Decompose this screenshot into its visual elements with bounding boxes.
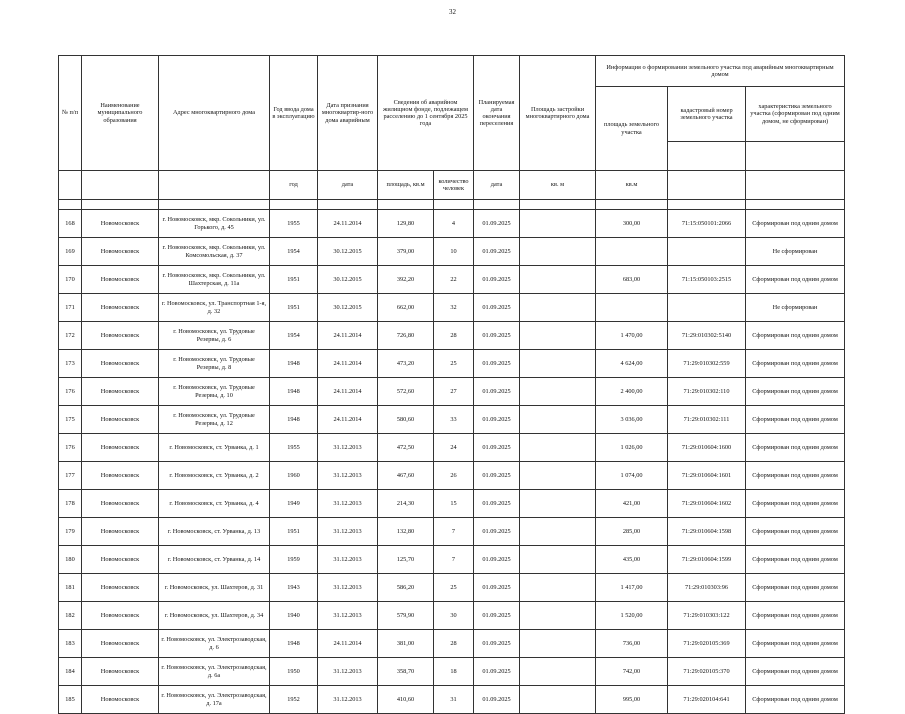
cell-num: 182 (59, 602, 82, 630)
cell-address: г. Новомосковск, ул. Трудовые Резервы, д. 8 (159, 350, 270, 378)
cell-land-char: Сформирован под одним домом (746, 686, 845, 714)
cell-area: 410,60 (378, 686, 434, 714)
cell-area: 580,60 (378, 406, 434, 434)
cell-land-char: Сформирован под одним домом (746, 546, 845, 574)
cell-year: 1951 (270, 518, 318, 546)
unit-municipality (82, 171, 159, 200)
cell-planned-date: 01.09.2025 (474, 238, 520, 266)
cell-num: 172 (59, 322, 82, 350)
cell-municipality: Новомосковск (82, 266, 159, 294)
cell-cadastral: 71:29:010303:122 (668, 602, 746, 630)
cell-land-char: Сформирован под одним домом (746, 322, 845, 350)
cell-cadastral: 71:29:010604:1599 (668, 546, 746, 574)
cell-num: 185 (59, 686, 82, 714)
cell-year: 1940 (270, 602, 318, 630)
cell-municipality: Новомосковск (82, 686, 159, 714)
cell-building-area (520, 602, 596, 630)
cell-num: 171 (59, 294, 82, 322)
cell-date: 24.11.2014 (318, 378, 378, 406)
cell-building-area (520, 406, 596, 434)
cell-num: 170 (59, 266, 82, 294)
cell-land-area: 2 400,00 (596, 378, 668, 406)
unit-year: год (270, 171, 318, 200)
cell-year: 1948 (270, 630, 318, 658)
cell-land-area: 285,00 (596, 518, 668, 546)
cell-land-area: 683,00 (596, 266, 668, 294)
cell-area: 132,80 (378, 518, 434, 546)
cell-planned-date: 01.09.2025 (474, 518, 520, 546)
cell-people: 27 (434, 378, 474, 406)
cell-num: 178 (59, 490, 82, 518)
cell-address: г. Новомосковск, ст. Урванка, д. 13 (159, 518, 270, 546)
cell-land-area: 1 520,00 (596, 602, 668, 630)
cell-area: 662,00 (378, 294, 434, 322)
table-row (59, 406, 845, 434)
cell-area: 129,80 (378, 210, 434, 238)
cell-year: 1954 (270, 322, 318, 350)
header-year-built: Год ввода дома в эксплуатацию (270, 56, 318, 171)
cell-num: 175 (59, 406, 82, 434)
cell-people: 26 (434, 462, 474, 490)
cell-cadastral: 71:29:010604:1601 (668, 462, 746, 490)
cell-building-area (520, 378, 596, 406)
cell-date: 31.12.2013 (318, 462, 378, 490)
cell-land-char: Не сформирован (746, 294, 845, 322)
cell-num: 168 (59, 210, 82, 238)
cell-municipality: Новомосковск (82, 630, 159, 658)
cell-year: 1954 (270, 238, 318, 266)
cell-cadastral: 71:29:010302:5140 (668, 322, 746, 350)
cell-year: 1960 (270, 462, 318, 490)
cell-address: г. Новомосковск, мкр. Сокольники, ул. Шахтерская, д. 11а (159, 266, 270, 294)
cell-cadastral: 71:15:050101:2066 (668, 210, 746, 238)
cell-area: 381,00 (378, 630, 434, 658)
table-row (59, 658, 845, 686)
cell-address: г. Новомосковск, ул. Электрозаводская, д. 17а (159, 686, 270, 714)
cell-planned-date: 01.09.2025 (474, 406, 520, 434)
cell-planned-date: 01.09.2025 (474, 546, 520, 574)
cell-people: 18 (434, 658, 474, 686)
cell-building-area (520, 462, 596, 490)
cell-land-char: Сформирован под одним домом (746, 602, 845, 630)
cell-year: 1955 (270, 434, 318, 462)
unit-cadastral (668, 171, 746, 200)
cell-building-area (520, 350, 596, 378)
header-cadastral: кадастровый номер земельного участка (668, 87, 746, 142)
cell-land-area: 300,00 (596, 210, 668, 238)
cell-land-char: Сформирован под одним домом (746, 630, 845, 658)
cell-year: 1951 (270, 266, 318, 294)
table-row (59, 434, 845, 462)
cell-land-char: Сформирован под одним домом (746, 490, 845, 518)
cell-municipality: Новомосковск (82, 294, 159, 322)
table-row (59, 294, 845, 322)
cell-date: 31.12.2013 (318, 546, 378, 574)
cell-planned-date: 01.09.2025 (474, 462, 520, 490)
table-row (59, 686, 845, 714)
cell-cadastral: 71:15:050103:2515 (668, 266, 746, 294)
cell-land-char: Сформирован под одним домом (746, 378, 845, 406)
header-land-info: Информация о формировании земельного участка под аварийным многоквартирным домом (596, 56, 845, 87)
cell-area: 358,70 (378, 658, 434, 686)
cell-date: 31.12.2013 (318, 686, 378, 714)
header-building-area: Площадь застройки многоквартирного дома (520, 56, 596, 171)
cell-address: г. Новомосковск, ул. Трудовые Резервы, д. 10 (159, 378, 270, 406)
cell-address: г. Новомосковск, ст. Урванка, д. 2 (159, 462, 270, 490)
cell-date: 30.12.2015 (318, 294, 378, 322)
cell-municipality: Новомосковск (82, 658, 159, 686)
cell-year: 1959 (270, 546, 318, 574)
cell-date: 31.12.2013 (318, 490, 378, 518)
cell-date: 24.11.2014 (318, 350, 378, 378)
cell-municipality: Новомосковск (82, 462, 159, 490)
header-land-area: площадь земельного участка (596, 87, 668, 171)
cell-land-area: 1 470,00 (596, 322, 668, 350)
cell-municipality: Новомосковск (82, 574, 159, 602)
cell-municipality: Новомосковск (82, 350, 159, 378)
cell-num: 176 (59, 378, 82, 406)
cell-people: 33 (434, 406, 474, 434)
cell-planned-date: 01.09.2025 (474, 490, 520, 518)
cell-year: 1949 (270, 490, 318, 518)
cell-cadastral: 71:29:010302:111 (668, 406, 746, 434)
cell-building-area (520, 658, 596, 686)
cell-date: 30.12.2015 (318, 266, 378, 294)
cell-area: 392,20 (378, 266, 434, 294)
cell-land-area (596, 238, 668, 266)
cell-land-char: Сформирован под одним домом (746, 434, 845, 462)
cell-land-area: 1 074,00 (596, 462, 668, 490)
table-row (59, 238, 845, 266)
cell-address: г. Новомосковск, ст. Урванка, д. 1 (159, 434, 270, 462)
cell-num: 180 (59, 546, 82, 574)
cell-people: 28 (434, 322, 474, 350)
table-row (59, 350, 845, 378)
cell-address: г. Новомосковск, ул. Электрозаводская, д. 6а (159, 658, 270, 686)
cell-area: 473,20 (378, 350, 434, 378)
cell-municipality: Новомосковск (82, 378, 159, 406)
unit-planned-date: дата (474, 171, 520, 200)
cell-municipality: Новомосковск (82, 518, 159, 546)
cell-people: 7 (434, 518, 474, 546)
cell-planned-date: 01.09.2025 (474, 294, 520, 322)
cell-date: 31.12.2013 (318, 574, 378, 602)
cell-year: 1948 (270, 378, 318, 406)
cell-area: 214,30 (378, 490, 434, 518)
cell-people: 28 (434, 630, 474, 658)
cell-municipality: Новомосковск (82, 238, 159, 266)
table-row (59, 518, 845, 546)
cell-land-area: 4 624,00 (596, 350, 668, 378)
unit-area: площадь, кв.м (378, 171, 434, 200)
cell-address: г. Новомосковск, мкр. Сокольники, ул. Комсомольская, д. 37 (159, 238, 270, 266)
table-row (59, 630, 845, 658)
cell-land-area (596, 294, 668, 322)
cell-area: 579,90 (378, 602, 434, 630)
unit-land-area: кв.м (596, 171, 668, 200)
cell-land-area: 742,00 (596, 658, 668, 686)
cell-planned-date: 01.09.2025 (474, 378, 520, 406)
cell-cadastral (668, 294, 746, 322)
cell-year: 1948 (270, 350, 318, 378)
cell-people: 4 (434, 210, 474, 238)
cell-land-char: Сформирован под одним домом (746, 658, 845, 686)
header-num: № п/п (59, 56, 82, 171)
table-row (59, 602, 845, 630)
cell-planned-date: 01.09.2025 (474, 658, 520, 686)
cell-date: 31.12.2013 (318, 518, 378, 546)
cell-municipality: Новомосковск (82, 322, 159, 350)
cell-building-area (520, 546, 596, 574)
cell-area: 472,50 (378, 434, 434, 462)
table-row (59, 490, 845, 518)
cell-planned-date: 01.09.2025 (474, 350, 520, 378)
cell-year: 1955 (270, 210, 318, 238)
cell-cadastral: 71:29:020105:370 (668, 658, 746, 686)
cell-land-char: Сформирован под одним домом (746, 574, 845, 602)
cell-area: 125,70 (378, 546, 434, 574)
header-land-char: характеристика земельного участка (сформирован под одним домом, не сформирован) (746, 87, 845, 142)
cell-area: 467,60 (378, 462, 434, 490)
cell-people: 24 (434, 434, 474, 462)
cell-people: 30 (434, 602, 474, 630)
cell-cadastral: 71:29:010303:96 (668, 574, 746, 602)
cell-address: г. Новомосковск, ст. Урванка, д. 14 (159, 546, 270, 574)
cell-planned-date: 01.09.2025 (474, 266, 520, 294)
cell-address: г. Новомосковск, ул. Трудовые Резервы, д. 6 (159, 322, 270, 350)
cell-building-area (520, 210, 596, 238)
cell-year: 1943 (270, 574, 318, 602)
cell-planned-date: 01.09.2025 (474, 322, 520, 350)
cell-num: 179 (59, 518, 82, 546)
table-row (59, 210, 845, 238)
cell-num: 183 (59, 630, 82, 658)
cell-num: 176 (59, 434, 82, 462)
cell-year: 1951 (270, 294, 318, 322)
cell-municipality: Новомосковск (82, 546, 159, 574)
cell-people: 31 (434, 686, 474, 714)
cell-cadastral: 71:29:010302:559 (668, 350, 746, 378)
cell-people: 25 (434, 574, 474, 602)
cell-date: 24.11.2014 (318, 322, 378, 350)
unit-building-area: кв. м (520, 171, 596, 200)
page-number: 32 (449, 8, 456, 16)
cell-land-char: Сформирован под одним домом (746, 266, 845, 294)
cell-land-char: Сформирован под одним домом (746, 406, 845, 434)
header-land-char-empty (746, 142, 845, 171)
cell-land-area: 3 036,00 (596, 406, 668, 434)
cell-date: 31.12.2013 (318, 602, 378, 630)
cell-building-area (520, 490, 596, 518)
cell-planned-date: 01.09.2025 (474, 686, 520, 714)
cell-area: 586,20 (378, 574, 434, 602)
cell-cadastral: 71:29:010604:1602 (668, 490, 746, 518)
cell-date: 24.11.2014 (318, 630, 378, 658)
cell-cadastral: 71:29:020104:641 (668, 686, 746, 714)
cell-cadastral: 71:29:020105:369 (668, 630, 746, 658)
cell-year: 1952 (270, 686, 318, 714)
cell-area: 572,60 (378, 378, 434, 406)
cell-people: 32 (434, 294, 474, 322)
cell-planned-date: 01.09.2025 (474, 602, 520, 630)
table-row (59, 322, 845, 350)
cell-cadastral (668, 238, 746, 266)
table-row (59, 266, 845, 294)
cell-land-char: Сформирован под одним домом (746, 518, 845, 546)
cell-building-area (520, 266, 596, 294)
cell-land-char: Сформирован под одним домом (746, 462, 845, 490)
cell-num: 181 (59, 574, 82, 602)
table-row (59, 546, 845, 574)
cell-people: 22 (434, 266, 474, 294)
header-housing-info: Сведения об аварийном жилищном фонде, подлежащем расселению до 1 сентября 2025 года (378, 56, 474, 171)
cell-municipality: Новомосковск (82, 434, 159, 462)
cell-date: 31.12.2013 (318, 658, 378, 686)
cell-planned-date: 01.09.2025 (474, 210, 520, 238)
cell-num: 177 (59, 462, 82, 490)
cell-cadastral: 71:29:010302:110 (668, 378, 746, 406)
cell-municipality: Новомосковск (82, 602, 159, 630)
header-cadastral-empty (668, 142, 746, 171)
cell-building-area (520, 518, 596, 546)
cell-address: г. Новомосковск, ул. Трудовые Резервы, д. 12 (159, 406, 270, 434)
cell-date: 24.11.2014 (318, 210, 378, 238)
cell-land-char: Сформирован под одним домом (746, 350, 845, 378)
cell-building-area (520, 322, 596, 350)
cell-land-area: 995,00 (596, 686, 668, 714)
cell-address: г. Новомосковск, мкр. Сокольники, ул. Горького, д. 45 (159, 210, 270, 238)
cell-area: 726,80 (378, 322, 434, 350)
unit-date: дата (318, 171, 378, 200)
cell-building-area (520, 574, 596, 602)
cell-building-area (520, 630, 596, 658)
cell-address: г. Новомосковск, ул. Шахтеров, д. 34 (159, 602, 270, 630)
cell-year: 1950 (270, 658, 318, 686)
table-row (59, 574, 845, 602)
cell-land-area: 435,00 (596, 546, 668, 574)
table-row (59, 378, 845, 406)
cell-building-area (520, 238, 596, 266)
cell-land-char: Сформирован под одним домом (746, 210, 845, 238)
unit-land-char (746, 171, 845, 200)
cell-date: 31.12.2013 (318, 434, 378, 462)
cell-building-area (520, 686, 596, 714)
header-planned-date: Планируемая дата окончания переселения (474, 56, 520, 171)
unit-num (59, 171, 82, 200)
cell-planned-date: 01.09.2025 (474, 434, 520, 462)
cell-people: 7 (434, 546, 474, 574)
cell-planned-date: 01.09.2025 (474, 630, 520, 658)
header-address: Адрес многоквартирного дома (159, 56, 270, 171)
cell-land-area: 1 417,00 (596, 574, 668, 602)
cell-municipality: Новомосковск (82, 490, 159, 518)
table-body (59, 210, 845, 714)
cell-num: 184 (59, 658, 82, 686)
cell-municipality: Новомосковск (82, 210, 159, 238)
cell-date: 30.12.2015 (318, 238, 378, 266)
cell-cadastral: 71:29:010604:1600 (668, 434, 746, 462)
cell-people: 25 (434, 350, 474, 378)
cell-address: г. Новомосковск, ул. Транспортная 1-я, д. 32 (159, 294, 270, 322)
header-date-emergency: Дата признания многоквартир-ного дома аварийным (318, 56, 378, 171)
cell-year: 1948 (270, 406, 318, 434)
cell-building-area (520, 294, 596, 322)
cell-land-area: 421,00 (596, 490, 668, 518)
cell-num: 173 (59, 350, 82, 378)
cell-municipality: Новомосковск (82, 406, 159, 434)
table-row (59, 462, 845, 490)
cell-land-char: Не сформирован (746, 238, 845, 266)
cell-land-area: 1 026,00 (596, 434, 668, 462)
cell-area: 379,00 (378, 238, 434, 266)
cell-people: 15 (434, 490, 474, 518)
unit-people: количество человек (434, 171, 474, 200)
unit-address (159, 171, 270, 200)
cell-address: г. Новомосковск, ул. Шахтеров, д. 31 (159, 574, 270, 602)
cell-date: 24.11.2014 (318, 406, 378, 434)
cell-building-area (520, 434, 596, 462)
cell-num: 169 (59, 238, 82, 266)
emergency-housing-table (58, 55, 845, 714)
cell-cadastral: 71:29:010604:1598 (668, 518, 746, 546)
cell-people: 10 (434, 238, 474, 266)
cell-land-area: 736,00 (596, 630, 668, 658)
cell-planned-date: 01.09.2025 (474, 574, 520, 602)
header-municipality: Наименование муниципального образования (82, 56, 159, 171)
cell-address: г. Новомосковск, ст. Урванка, д. 4 (159, 490, 270, 518)
cell-address: г. Новомосковск, ул. Электрозаводская, д. 6 (159, 630, 270, 658)
